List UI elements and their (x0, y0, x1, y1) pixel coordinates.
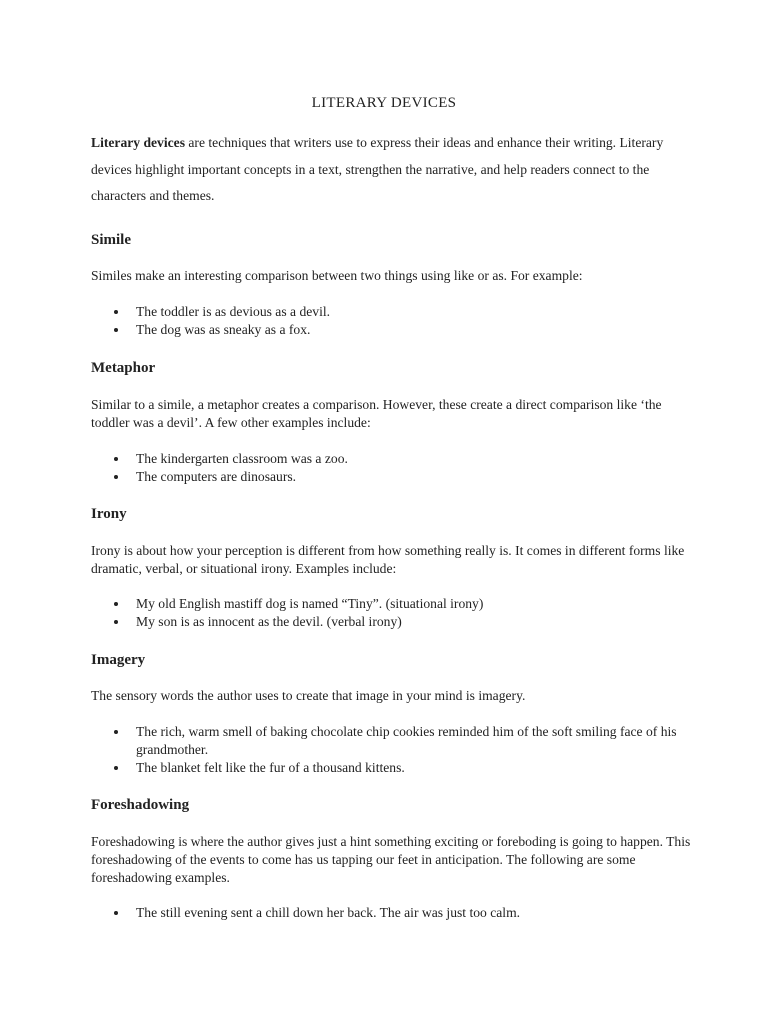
list-item (91, 759, 691, 777)
list-item-text: My son is as innocent as the devil. (verbal irony) (136, 614, 402, 629)
section-paragraph-irony: Irony is about how your perception is different from how something really is. It comes in different forms like dramatic, verbal, or situational irony. Examples include: (91, 543, 685, 576)
document-title: LITERARY DEVICES (311, 95, 457, 111)
bullet-icon (114, 602, 118, 606)
section-heading-foreshadowing: Foreshadowing (91, 797, 190, 813)
bullet-icon (114, 620, 118, 624)
list-item (91, 723, 691, 759)
bullet-icon (114, 766, 118, 770)
list-item-text: The kindergarten classroom was a zoo. (136, 451, 348, 466)
list-item (91, 450, 691, 468)
section-paragraph-imagery: The sensory words the author uses to create that image in your mind is imagery. (91, 688, 526, 703)
section-heading-metaphor: Metaphor (91, 360, 156, 376)
bullet-list-imagery (91, 723, 691, 777)
list-item (91, 595, 691, 613)
section-paragraph-metaphor: Similar to a simile, a metaphor creates a comparison. However, these create a direct comparison like ‘the toddler was a devil’. A few other examples include: (91, 397, 662, 430)
bullet-icon (114, 730, 118, 734)
bullet-icon (114, 310, 118, 314)
list-item (91, 613, 691, 631)
list-item (91, 904, 691, 922)
list-item-text: The still evening sent a chill down her back. The air was just too calm. (136, 905, 521, 920)
bullet-icon (114, 328, 118, 332)
list-item-text: The rich, warm smell of baking chocolate chip cookies reminded him of the soft smiling face of his grandmother. (136, 724, 677, 757)
bullet-icon (114, 911, 118, 915)
section-heading-simile: Simile (91, 232, 131, 248)
list-item-text: The computers are dinosaurs. (136, 469, 297, 484)
intro-text: are techniques that writers use to express their ideas and enhance their writing. Literary devices highlight important concepts in a text, strengthen the narrative, and help readers connect to the characters and themes. (91, 135, 664, 203)
bullet-list-foreshadowing (91, 904, 691, 922)
list-item (91, 303, 691, 321)
list-item-text: The blanket felt like the fur of a thousand kittens. (136, 760, 405, 775)
bullet-list-metaphor (91, 450, 691, 486)
bullet-icon (114, 475, 118, 479)
section-heading-imagery: Imagery (91, 652, 146, 668)
bullet-list-irony (91, 595, 691, 631)
intro-bold-lead: Literary devices (91, 135, 185, 150)
section-paragraph-simile: Similes make an interesting comparison between two things using like or as. For example: (91, 268, 583, 283)
section-paragraph-foreshadowing: Foreshadowing is where the author gives just a hint something exciting or foreboding is going to happen. This foreshadowing of the events to come has us tapping our feet in anticipation. The following are some foreshadowing examples. (91, 834, 691, 885)
section-heading-irony: Irony (91, 506, 127, 522)
bullet-list-simile (91, 303, 691, 339)
list-item (91, 468, 691, 486)
list-item-text: The dog was as sneaky as a fox. (136, 322, 311, 337)
intro-paragraph (91, 130, 691, 210)
list-item-text: My old English mastiff dog is named “Tiny”. (situational irony) (136, 596, 484, 611)
list-item-text: The toddler is as devious as a devil. (136, 304, 331, 319)
list-item (91, 321, 691, 339)
bullet-icon (114, 457, 118, 461)
